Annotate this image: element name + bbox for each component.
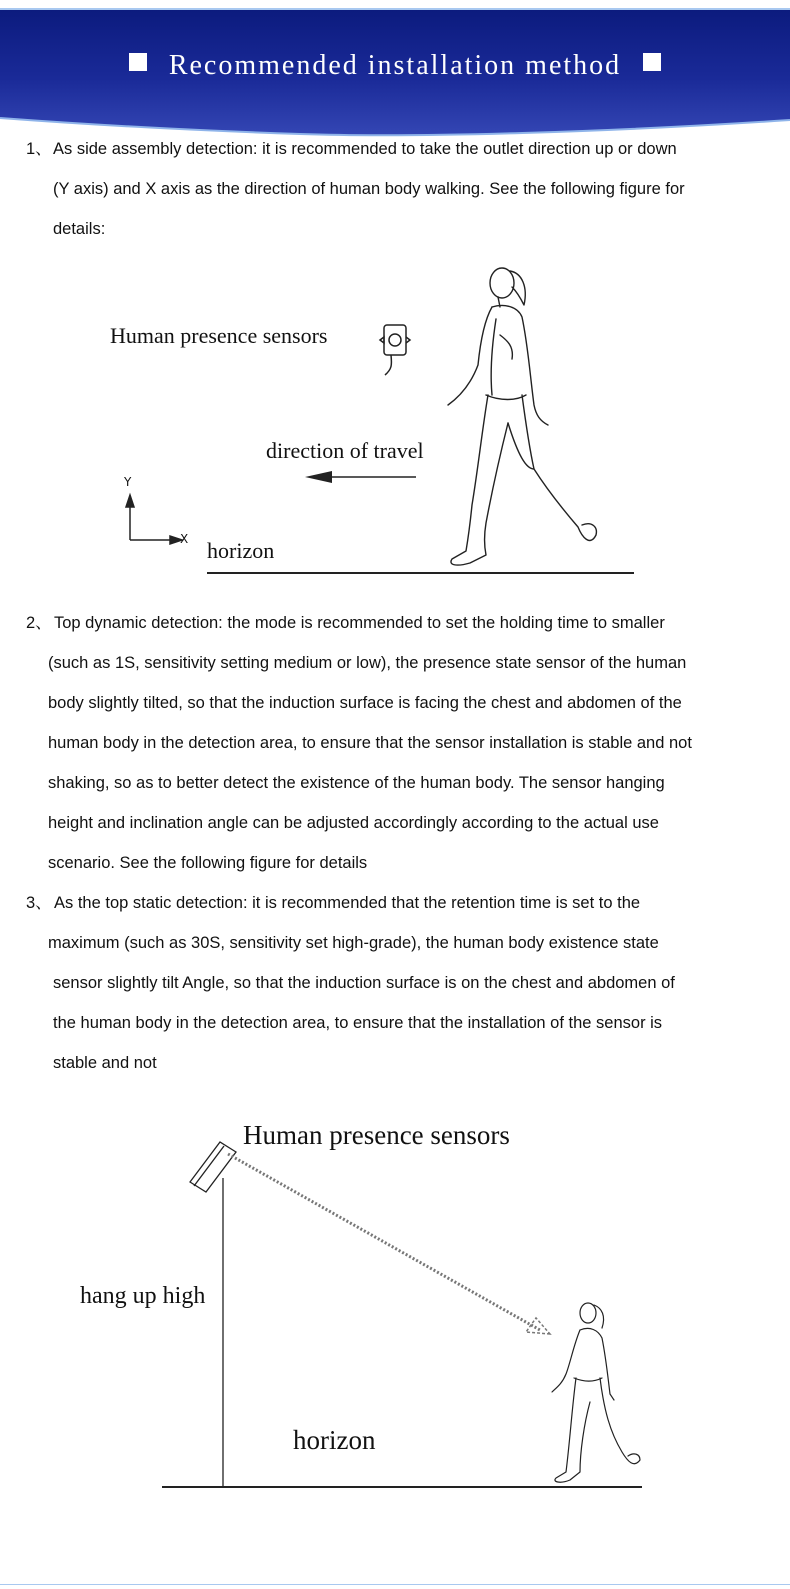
- header-banner: [0, 0, 790, 140]
- direction-label: direction of travel: [266, 438, 424, 463]
- direction-arrow-icon: [305, 471, 416, 483]
- sensor-label: Human presence sensors: [110, 323, 328, 348]
- section-2-paragraph: [26, 603, 790, 883]
- top-detection-figure: [0, 1120, 790, 1510]
- text-line: scenario. See the following figure for details: [48, 854, 368, 872]
- square-bullet-icon: [129, 53, 147, 71]
- height-label: hang up high: [80, 1283, 206, 1309]
- text-line: shaking, so as to better detect the existence of the human body. The sensor hanging: [48, 774, 665, 792]
- text-line: maximum (such as 30S, sensitivity set high-grade), the human body existence state: [48, 934, 659, 952]
- sensor-device-icon: [380, 325, 410, 375]
- sensor-device-icon: [190, 1142, 236, 1486]
- detection-beam-icon: [228, 1154, 550, 1334]
- text-line: Top dynamic detection: the mode is recommended to set the holding time to smaller: [54, 614, 665, 632]
- text-line: the human body in the detection area, to ensure that the installation of the sensor is: [53, 1014, 663, 1032]
- axes-icon: [126, 495, 182, 544]
- section-number: 2、: [26, 614, 52, 632]
- ground-label: horizon: [293, 1425, 376, 1455]
- ground-label: horizon: [207, 538, 275, 563]
- bottom-divider: [0, 1584, 790, 1585]
- axis-x-label: X: [180, 532, 189, 546]
- text-line: details:: [53, 220, 106, 238]
- text-line: stable and not: [53, 1054, 157, 1072]
- text-line: height and inclination angle can be adjusted accordingly according to the actual use: [48, 814, 659, 832]
- text-line: sensor slightly tilt Angle, so that the induction surface is on the chest and abdomen of: [53, 974, 675, 992]
- section-number: 1、: [26, 140, 52, 158]
- text-line: (Y axis) and X axis as the direction of human body walking. See the following figure for: [53, 180, 685, 198]
- text-line: human body in the detection area, to ensure that the sensor installation is stable and not: [48, 734, 692, 752]
- section-3-paragraph: [26, 883, 790, 1083]
- axis-y-label: Y: [124, 475, 132, 489]
- section-number: 3、: [26, 894, 52, 912]
- sensor-label: Human presence sensors: [243, 1120, 510, 1150]
- walking-person-icon: [552, 1303, 640, 1482]
- walking-person-icon: [448, 268, 596, 565]
- text-line: body slightly tilted, so that the induction surface is facing the chest and abdomen of the: [48, 694, 682, 712]
- section-1-paragraph: [26, 129, 786, 249]
- text-line: As side assembly detection: it is recommended to take the outlet direction up or down: [53, 140, 677, 158]
- side-detection-figure: [0, 255, 790, 590]
- square-bullet-icon: [643, 53, 661, 71]
- page-title: Recommended installation method: [0, 50, 790, 82]
- text-line: (such as 1S, sensitivity setting medium or low), the presence state sensor of the human: [48, 654, 687, 672]
- text-line: As the top static detection: it is recommended that the retention time is set to the: [54, 894, 641, 912]
